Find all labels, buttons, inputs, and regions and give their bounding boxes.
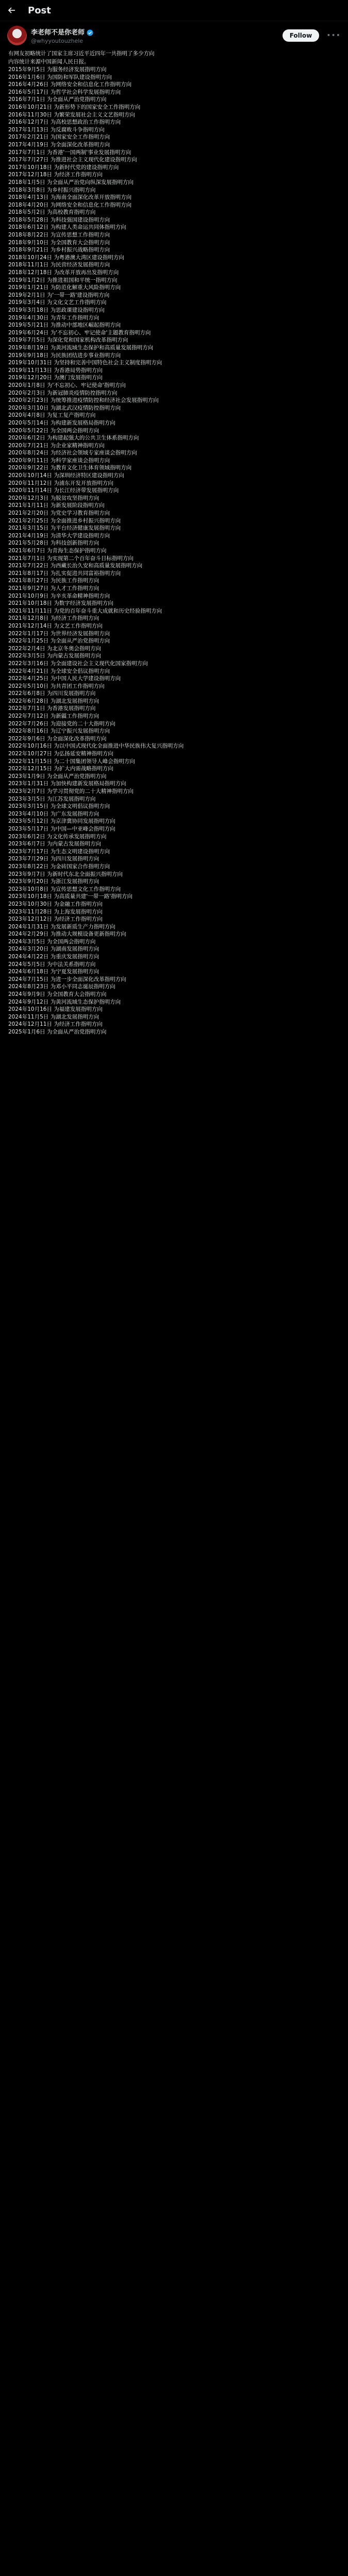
- list-item: 2023年9月20日 为浙江发展指明方向: [8, 878, 100, 885]
- list-item: 2022年11月15日 为二十国集团领导人峰会指明方向: [8, 758, 135, 765]
- list-item: 2016年12月7日 为高校思想政治工作指明方向: [8, 119, 121, 126]
- list-item: 2017年7月27日 为推进社会主义现代化建设指明方向: [8, 157, 137, 163]
- list-item: 2019年3月4日 为文化文艺工作指明方向: [8, 299, 107, 306]
- list-item: 2019年8月19日 为黄河流域生态保护和高质量发展指明方向: [8, 344, 154, 351]
- list-item: 2019年5月21日 为推动中部地区崛起指明方向: [8, 322, 121, 329]
- list-item: 2018年5月28日 为科技强国建设指明方向: [8, 216, 110, 223]
- list-item: 2024年7月15日 为进一步全面深化改革指明方向: [8, 976, 126, 982]
- list-item: 2023年5月17日 为中国—中亚峰会指明方向: [8, 825, 115, 832]
- list-item: 2022年10月16日 为以中国式现代化全面推进中华民族伟大复兴指明方向: [8, 743, 184, 750]
- list-item: 2020年11月12日 为浦东开发开放指明方向: [8, 480, 113, 486]
- top-bar: [0, 0, 348, 21]
- list-item: 2020年4月8日 为复工复产指明方向: [8, 412, 96, 419]
- list-item: 2021年12月8日 为经济工作指明方向: [8, 615, 100, 622]
- list-item: 2019年7月5日 为深化党和国家机构改革指明方向: [8, 337, 128, 344]
- more-horizontal-icon[interactable]: •••: [326, 31, 341, 40]
- list-item: 2023年8月22日 为金砖国家合作指明方向: [8, 863, 110, 870]
- list-item: 2023年5月12日 为京津冀协同发展指明方向: [8, 818, 115, 825]
- list-item: 2023年2月7日 为学习贯彻党的二十大精神指明方向: [8, 788, 134, 794]
- list-item: 2016年5月17日 为哲学社会科学发展指明方向: [8, 89, 121, 95]
- list-item: 2023年9月7日 为新时代东北全面振兴指明方向: [8, 871, 123, 877]
- list-item: 2019年9月18日 为民族团结进步事业指明方向: [8, 352, 121, 359]
- list-item: 2023年10月18日 为高质量共建'一带一路'指明方向: [8, 893, 133, 900]
- list-item: 2021年10月9日 为辛亥革命精神指明方向: [8, 592, 110, 599]
- list-item: 2018年4月20日 为网络安全和信息化工作指明方向: [8, 201, 132, 208]
- list-item: 2020年2月23日 为统筹推进疫情防控和经济社会发展指明方向: [8, 397, 159, 404]
- list-item: 2022年6月28日 为湖北发展指明方向: [8, 698, 100, 704]
- list-item: 2022年12月15日 为扩大内需战略指明方向: [8, 766, 113, 772]
- list-item: 2024年9月9日 为全国教育大会指明方向: [8, 991, 107, 998]
- author-name[interactable]: 李老师不是你老师: [31, 29, 85, 37]
- list-item: 2023年7月29日 为四川发展指明方向: [8, 856, 100, 862]
- list-item: 2017年4月19日 为全面深化改革指明方向: [8, 141, 110, 148]
- list-item: 2024年11月5日 为湖北发展指明方向: [8, 1013, 100, 1020]
- list-item: 2025年1月6日 为全面从严治党指明方向: [8, 1029, 107, 1035]
- page-title: Post: [28, 5, 51, 16]
- list-item: 2019年3月18日 为思政课建设指明方向: [8, 307, 105, 313]
- list-item: 2023年1月9日 为全面从严治党指明方向: [8, 773, 107, 779]
- list-item: 2016年4月26日 为网络安全和信息化工作指明方向: [8, 81, 132, 88]
- list-item: 2022年2月4日 为北京冬奥会指明方向: [8, 645, 101, 652]
- author-handle[interactable]: @whyyoutouzhele: [31, 38, 84, 44]
- list-item: 2018年9月21日 为乡村振兴战略指明方向: [8, 247, 110, 253]
- list-item: 2019年1月2日 为推进祖国和平统一指明方向: [8, 277, 118, 283]
- list-item: 2022年1月25日 为全面从严治党指明方向: [8, 638, 110, 645]
- list-item: 2023年3月5日 为江苏发展指明方向: [8, 795, 96, 802]
- list-item: 2018年3月8日 为乡村振兴指明方向: [8, 187, 96, 193]
- list-item: 2022年8月16日 为辽宁振兴发展指明方向: [8, 728, 110, 735]
- list-item: 2022年6月8日 为四川发展指明方向: [8, 690, 96, 697]
- list-item: 2023年12月12日 为经济工作指明方向: [8, 916, 103, 923]
- list-item: 2016年10月21日 为新形势下的国家安全工作指明方向: [8, 104, 141, 110]
- list-item: 2021年9月27日 为人才工作指明方向: [8, 585, 100, 591]
- list-item: 2018年1月5日 为全面从严治党向纵深发展指明方向: [8, 179, 134, 185]
- list-item: 2021年10月18日 为数字经济发展指明方向: [8, 600, 113, 607]
- list-item: 2018年5月2日 为高校教育指明方向: [8, 209, 96, 216]
- list-item: 2023年11月28日 为上海发展指明方向: [8, 908, 103, 915]
- list-item: 2020年6月2日 为构建起强大的公共卫生体系指明方向: [8, 435, 139, 442]
- list-item: 2023年6月7日 为内蒙古发展指明方向: [8, 841, 101, 848]
- list-item: 2022年7月26日 为迎接党的二十大指明方向: [8, 720, 115, 727]
- list-item: 2021年2月20日 为党史学习教育指明方向: [8, 510, 110, 517]
- post-intro-line: 有网友初略统计了国家主席习近平近四年一共指明了多少方向: [8, 50, 155, 57]
- list-item: 2019年4月30日 为青年工作指明方向: [8, 314, 100, 321]
- list-item: 2021年1月11日 为新发展阶段指明方向: [8, 502, 105, 509]
- list-item: 2020年7月21日 为企业家精神指明方向: [8, 442, 105, 449]
- list-item: 2015年9月5日 为服务经济发展指明方向: [8, 66, 107, 73]
- list-item: 2020年3月10日 为湖北武汉疫情防控指明方向: [8, 404, 121, 411]
- list-item: 2019年11月13日 为香港局势指明方向: [8, 367, 103, 374]
- list-item: 2018年10月24日 为粤港澳大湾区建设指明方向: [8, 254, 124, 261]
- list-item: 2024年3月20日 为湖南发展指明方向: [8, 946, 100, 953]
- list-item: 2019年12月20日 为澳门发展指明方向: [8, 375, 103, 381]
- list-item: 2021年7月22日 为西藏长治久安和高质量发展指明方向: [8, 563, 143, 569]
- arrow-left-icon[interactable]: [7, 6, 16, 15]
- list-item: 2019年10月31日 为坚持和完善中国特色社会主义制度指明方向: [8, 360, 162, 366]
- list-item: 2023年4月10日 为广东发展指明方向: [8, 810, 100, 817]
- list-item: 2017年12月18日 为经济工作指明方向: [8, 172, 103, 178]
- list-item: 2023年3月15日 为全球文明倡议指明方向: [8, 803, 110, 810]
- list-item: 2021年4月19日 为清华大学建设指明方向: [8, 532, 110, 539]
- list-item: 2020年5月14日 为构建新发展格局指明方向: [8, 419, 115, 426]
- post-intro-line: 内容统计来源中国新闻人民日报。: [8, 58, 90, 65]
- post-intro: [8, 50, 340, 65]
- list-item: 2021年5月28日 为科技创新指明方向: [8, 540, 100, 547]
- list-item: 2021年8月27日 为民族工作指明方向: [8, 578, 100, 584]
- list-item: 2022年4月25日 为中国人民大学建设指明方向: [8, 675, 121, 682]
- list-item: 2024年9月12日 为黄河流域生态保护指明方向: [8, 998, 121, 1005]
- list-item: 2021年12月14日 为文艺工作指明方向: [8, 622, 103, 629]
- list-item: 2024年8月23日 为邓小平同志诞辰指明方向: [8, 984, 115, 990]
- list-item: 2022年7月12日 为新疆工作指明方向: [8, 713, 100, 720]
- list-item: 2022年9月6日 为全面深化改革指明方向: [8, 735, 107, 742]
- list-item: 2021年2月25日 为全面推进乡村振兴指明方向: [8, 517, 121, 524]
- list-item: 2020年10月14日 为深圳经济特区建设指明方向: [8, 472, 124, 479]
- list-item: 2021年8月17日 为扎实促进共同富裕指明方向: [8, 570, 121, 577]
- follow-button[interactable]: Follow: [283, 29, 320, 42]
- list-item: 2018年6月12日 为构建人类命运共同体指明方向: [8, 224, 126, 231]
- list-item: 2020年12月3日 为脱贫攻坚指明方向: [8, 495, 100, 501]
- list-item: 2020年1月8日 为'不忘初心、牢记使命'指明方向: [8, 382, 126, 388]
- list-item: 2021年3月15日 为平台经济健康发展指明方向: [8, 525, 121, 532]
- list-item: 2021年11月11日 为党的百年奋斗重大成就和历史经验指明方向: [8, 607, 162, 614]
- list-item: 2024年2月29日 为推动大规模设备更新指明方向: [8, 931, 126, 938]
- list-item: 2017年2月21日 为国家安全工作指明方向: [8, 134, 110, 141]
- post-body: [0, 48, 348, 1036]
- list-item: 2018年9月10日 为全国教育大会指明方向: [8, 239, 110, 246]
- list-item: 2022年1月17日 为世界经济发展指明方向: [8, 630, 110, 637]
- list-item: 2020年9月22日 为教育文化卫生体育领域指明方向: [8, 465, 132, 471]
- list-item: 2022年3月16日 为全面建设社会主义现代化国家指明方向: [8, 660, 148, 667]
- list-item: 2018年8月22日 为宣传思想工作指明方向: [8, 232, 110, 239]
- list-item: 2022年5月10日 为共青团工作指明方向: [8, 683, 105, 689]
- list-item: 2022年4月21日 为全球安全倡议指明方向: [8, 668, 110, 674]
- list-item: 2024年4月22日 为重庆发展指明方向: [8, 954, 100, 960]
- list-item: 2023年6月2日 为文化传承发展指明方向: [8, 833, 107, 840]
- list-item: 2024年12月11日 为经济工作指明方向: [8, 1021, 103, 1028]
- list-item: 2016年11月30日 为繁荣发展社会主义文艺指明方向: [8, 111, 135, 118]
- list-item: 2023年1月31日 为加快构建新发展格局指明方向: [8, 781, 126, 787]
- list-item: 2017年7月1日 为香港'一国两制'事业发展指明方向: [8, 149, 131, 156]
- list-item: 2020年9月11日 为科学家座谈会指明方向: [8, 457, 110, 464]
- list-item: 2017年10月18日 为新时代党的建设指明方向: [8, 164, 119, 171]
- list-item: 2024年10月16日 为福建发展指明方向: [8, 1006, 103, 1013]
- list-item: 2016年7月1日 为全面从严治党指明方向: [8, 96, 107, 103]
- list-item: 2017年1月13日 为反腐败斗争指明方向: [8, 126, 105, 133]
- list-item: 2020年5月22日 为全国两会指明方向: [8, 427, 100, 434]
- list-item: 2022年7月1日 为香港发展指明方向: [8, 705, 96, 712]
- list-item: 2023年7月17日 为生态文明建设指明方向: [8, 848, 110, 855]
- list-item: 2022年10月27日 为弘扬延安精神指明方向: [8, 751, 113, 757]
- list-item: 2016年1月6日 为国防和军队建设指明方向: [8, 74, 112, 80]
- list-item: 2022年3月5日 为内蒙古发展指明方向: [8, 653, 101, 659]
- list-item: 2018年12月18日 为改革开放再出发指明方向: [8, 269, 119, 276]
- list-item: 2020年8月24日 为经济社会领域专家座谈会指明方向: [8, 450, 137, 456]
- author-name-line: [31, 27, 278, 37]
- list-item: 2023年10月30日 为金融工作指明方向: [8, 901, 103, 907]
- author-row: [0, 21, 348, 48]
- list-item: 2021年6月7日 为青海生态保护指明方向: [8, 548, 107, 554]
- post-entries-list: [8, 66, 340, 1036]
- list-item: 2023年10月8日 为宣传思想文化工作指明方向: [8, 886, 121, 892]
- list-item: 2024年1月31日 为发展新质生产力指明方向: [8, 923, 115, 930]
- list-item: 2024年3月5日 为全国两会指明方向: [8, 938, 96, 945]
- list-item: 2019年6月24日 为'不忘初心、牢记使命'主题教育指明方向: [8, 329, 151, 336]
- list-item: 2019年1月21日 为防范化解重大风险指明方向: [8, 284, 121, 291]
- list-item: 2021年7月1日 为实现第二个百年奋斗目标指明方向: [8, 555, 134, 562]
- list-item: 2019年2月1日 为'一带一路'建设指明方向: [8, 292, 110, 298]
- list-item: 2020年11月14日 为长江经济带发展指明方向: [8, 487, 119, 494]
- list-item: 2018年11月1日 为民营经济发展指明方向: [8, 262, 110, 268]
- verified-badge-icon: [87, 28, 93, 35]
- author-meta: [31, 27, 278, 44]
- list-item: 2024年5月5日 为中法关系指明方向: [8, 961, 96, 968]
- list-item: 2018年4月13日 为海南全面深化改革开放指明方向: [8, 194, 132, 201]
- list-item: 2024年6月18日 为宁夏发展指明方向: [8, 969, 100, 975]
- avatar[interactable]: [7, 26, 27, 45]
- list-item: 2020年2月3日 为新冠肺炎疫情防控指明方向: [8, 389, 118, 396]
